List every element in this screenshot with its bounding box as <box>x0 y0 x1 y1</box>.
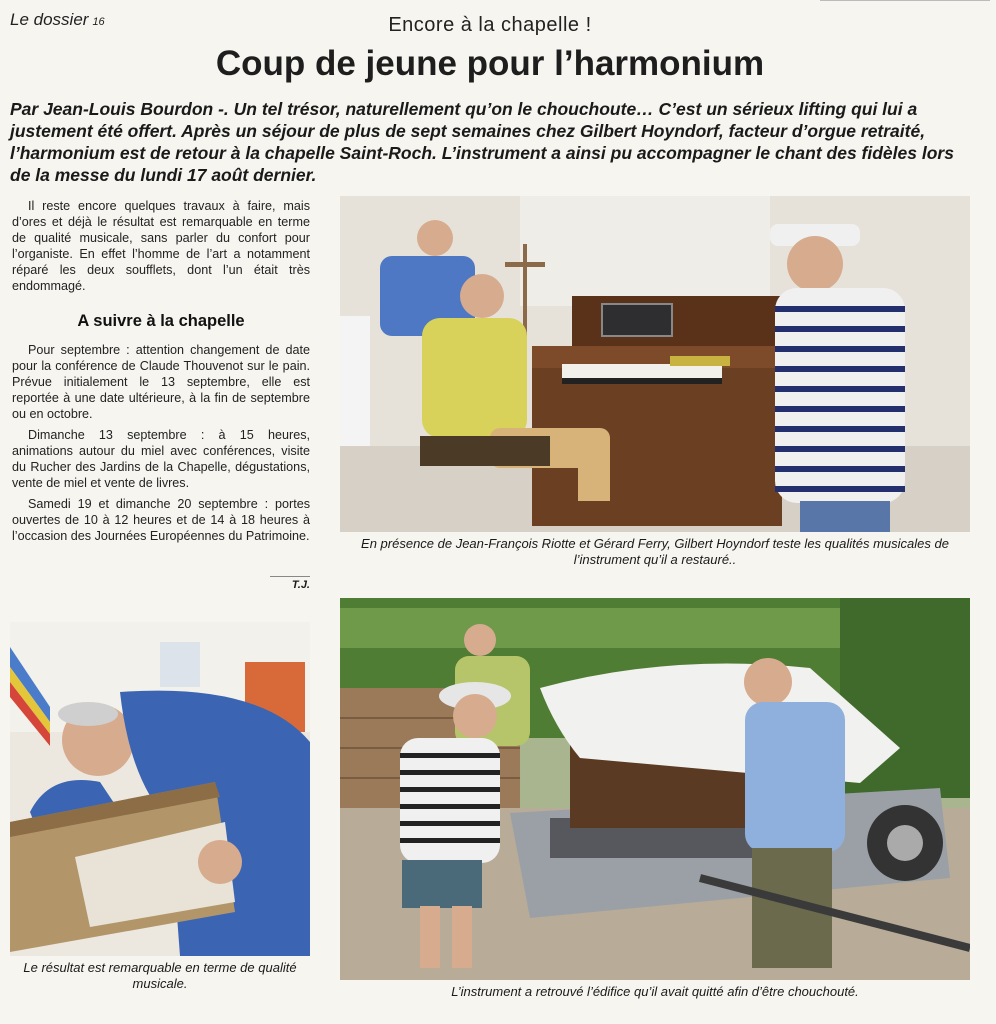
photo-bellows-repair <box>10 622 310 956</box>
subhead: A suivre à la chapelle <box>77 312 245 330</box>
event-paragraph: Dimanche 13 septembre : à 15 heures, animations autour du miel avec conférences, visite du Rucher des Jardins de la Chapelle, dégustations, vente de miel et vente de livres. <box>12 428 310 490</box>
section-name: Le dossier <box>10 10 89 29</box>
caption-photo-right: L’instrument a retrouvé l’édifice qu’il avait quitté afin d’être chouchouté. <box>451 984 859 999</box>
event-paragraph: Samedi 19 et dimanche 20 septembre : portes ouvertes de 10 à 12 heures et de 14 à 18 heures à l’occasion des Journées Européennes du Patrimoine. <box>12 497 310 543</box>
page-number: 16 <box>92 16 105 28</box>
author-signature: T.J. <box>270 576 310 591</box>
photo-harmonium-test <box>340 196 970 532</box>
intro-paragraph: Il reste encore quelques travaux à faire, mais d’ores et déjà le résultat est remarquable en terme de qualité musicale, sans parler du confort pour l’organiste. En effet l’homme de l’art a notamment réparé les deux soufflets, dont l’un était très endommagé. <box>12 199 310 293</box>
article-lede: Par Jean-Louis Bourdon -. Un tel trésor, naturellement qu’on le chouchoute… C’est un sérieux lifting qui lui a justement été offert. Après un séjour de plus de sept semaines chez Gilbert Hoyndorf, facteur d’orgue retraité, l’harmonium est de retour à la chapelle Saint-Roch. L’instrument a ainsi pu accompagner le chant des fidèles lors de la messe du lundi 17 août dernier. <box>10 99 954 185</box>
kicker: Encore à la chapelle ! <box>388 14 592 36</box>
body-events <box>12 342 310 549</box>
body-intro <box>12 198 310 299</box>
article-title: Coup de jeune pour l’harmonium <box>215 44 765 83</box>
event-paragraph: Pour septembre : attention changement de date pour la conférence de Claude Thouvenot sur le pain. Prévue initialement le 13 septembre, elle est reportée à une date ultérieure, à la fin de septembre ou en octobre. <box>12 343 310 421</box>
photo-harmonium-trailer <box>340 598 970 980</box>
top-rule <box>820 0 990 1</box>
caption-photo-left: Le résultat est remarquable en terme de qualité musicale. <box>23 960 297 991</box>
caption-photo-top: En présence de Jean-François Riotte et Gérard Ferry, Gilbert Hoyndorf teste les qualités musicales de l’instrument qu’il a restauré.. <box>361 536 949 567</box>
